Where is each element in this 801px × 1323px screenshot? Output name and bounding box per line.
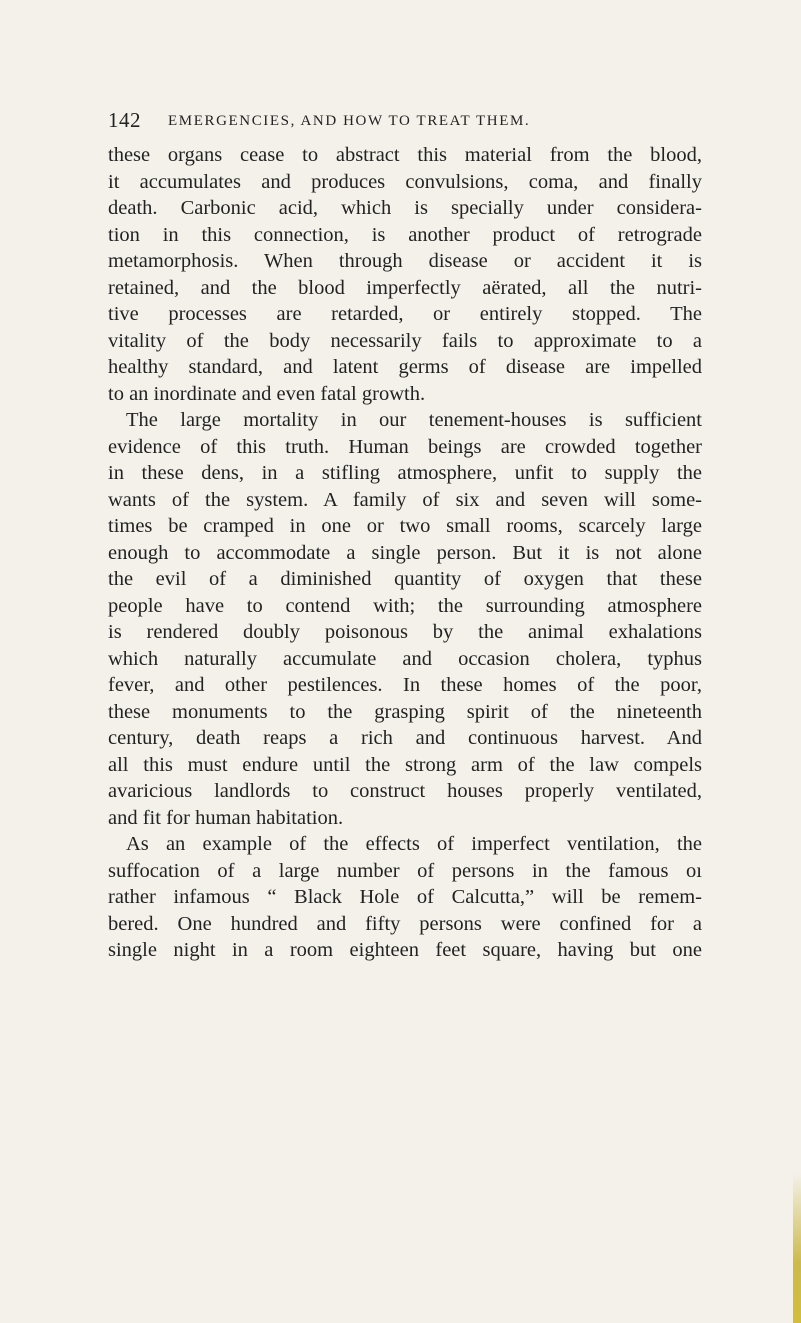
text-line: vitality of the body necessarily fails to approximate to a [108, 329, 702, 352]
text-line: these organs cease to abstract this material from the blood, [108, 144, 702, 166]
text-line: avaricious landlords to construct houses properly ventilated, [108, 780, 702, 802]
text-line: suffocation of a large number of persons in the famous oı [108, 859, 702, 882]
text-line: people have to contend with; the surrounding atmosphere [108, 594, 702, 617]
body-text [108, 142, 702, 964]
text-line: times be cramped in one or two small rooms, scarcely large [108, 515, 702, 537]
text-line: evidence of this truth. Human beings are crowded together [108, 435, 702, 458]
text-line: it accumulates and produces convulsions, coma, and finally [108, 170, 702, 193]
text-line: As an example of the effects of imperfect ventilation, the [126, 833, 702, 855]
text-line: rather infamous “ Black Hole of Calcutta,” will be remem- [108, 886, 702, 908]
running-head: EMERGENCIES, AND HOW TO TREAT THEM. [168, 113, 531, 129]
text-line: wants of the system. A family of six and seven will some- [108, 488, 702, 511]
text-line: The large mortality in our tenement-houses is sufficient [126, 409, 702, 431]
page-header [108, 108, 708, 132]
text-line: death. Carbonic acid, which is specially under considera- [108, 197, 702, 219]
text-line: single night in a room eighteen feet square, having but one [108, 939, 702, 961]
text-line: healthy standard, and latent germs of disease are impelled [108, 356, 702, 378]
text-line: century, death reaps a rich and continuous harvest. And [108, 727, 702, 749]
text-line: is rendered doubly poisonous by the animal exhalations [108, 621, 702, 643]
text-line: which naturally accumulate and occasion cholera, typhus [108, 647, 702, 670]
text-line: the evil of a diminished quantity of oxygen that these [108, 568, 702, 590]
page-number: 142 [108, 108, 141, 132]
text-line: to an inordinate and even fatal growth. [108, 382, 426, 405]
text-line: fever, and other pestilences. In these homes of the poor, [108, 674, 702, 696]
text-line: bered. One hundred and fifty persons were confined for a [108, 912, 702, 935]
text-line: and fit for human habitation. [108, 806, 344, 829]
text-line: in these dens, in a stifling atmosphere, unfit to supply the [108, 462, 702, 484]
text-line: enough to accommodate a single person. But it is not alone [108, 541, 702, 564]
page-edge-stain [793, 1173, 801, 1323]
text-line: all this must endure until the strong arm of the law compels [108, 753, 702, 776]
text-line: retained, and the blood imperfectly aërated, all the nutri- [108, 276, 702, 299]
text-line: these monuments to the grasping spirit of the nineteenth [108, 700, 702, 723]
text-line: tive processes are retarded, or entirely stopped. The [108, 303, 702, 325]
text-line: metamorphosis. When through disease or accident it is [108, 250, 702, 272]
text-line: tion in this connection, is another product of retrograde [108, 223, 702, 246]
